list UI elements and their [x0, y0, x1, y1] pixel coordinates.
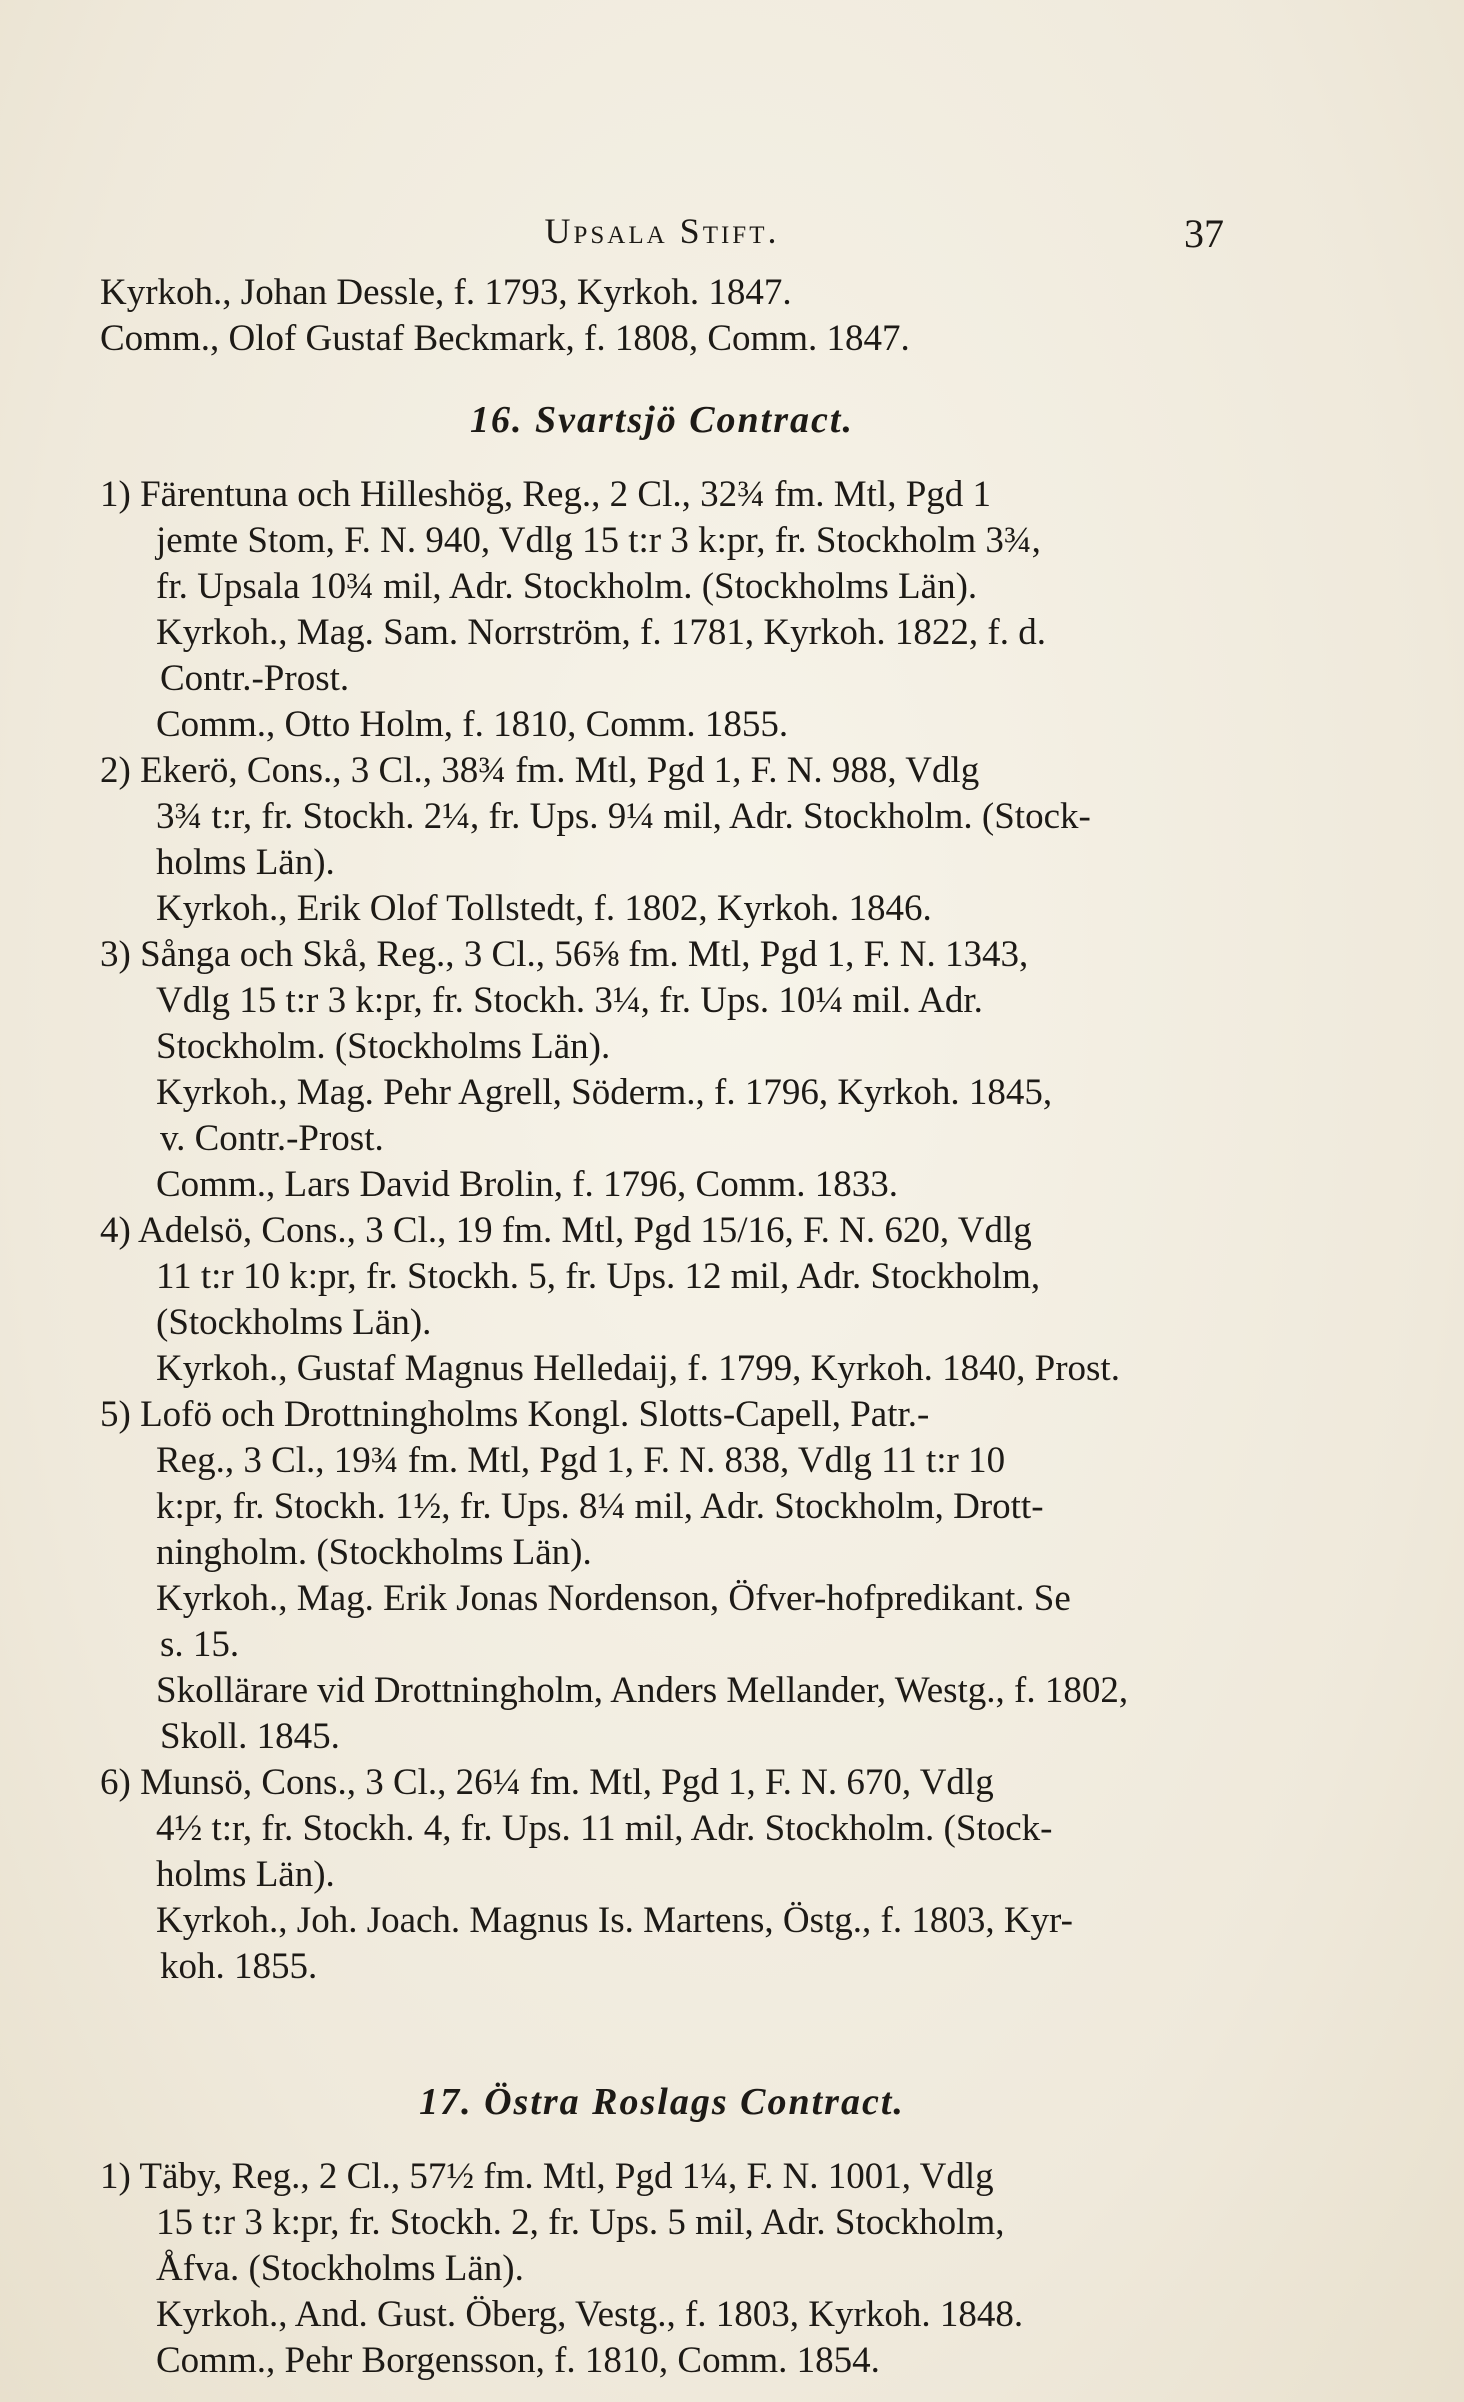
person-line: Skollärare vid Drottningholm, Anders Mellander, Westg., f. 1802,: [156, 1670, 1129, 1711]
person-line: Kyrkoh., Joh. Joach. Magnus Is. Martens, Östg., f. 1803, Kyr-: [156, 1900, 1073, 1941]
person-line: Kyrkoh., Mag. Pehr Agrell, Söderm., f. 1796, Kyrkoh. 1845,: [156, 1072, 1053, 1113]
person-line: s. 15.: [160, 1624, 240, 1665]
parish-entry: [100, 1760, 1224, 1990]
parish-entry: [100, 1392, 1224, 1760]
text-line: Kyrkoh., Johan Dessle, f. 1793, Kyrkoh. 1847.: [100, 272, 792, 313]
person-line: koh. 1855.: [160, 1946, 318, 1987]
entry-line: holms Län).: [156, 1854, 335, 1895]
entry-line: 5) Lofö och Drottningholms Kongl. Slotts-Capell, Patr.-: [100, 1394, 930, 1435]
person-line: v. Contr.-Prost.: [160, 1118, 384, 1159]
entry-line: ningholm. (Stockholms Län).: [156, 1532, 592, 1573]
entry-line: 2) Ekerö, Cons., 3 Cl., 38¾ fm. Mtl, Pgd 1, F. N. 988, Vdlg: [100, 750, 980, 791]
page-number: 37: [1184, 211, 1224, 256]
person-line: Kyrkoh., Mag. Erik Jonas Nordenson, Öfver-hofpredikant. Se: [156, 1578, 1071, 1619]
person-line: Kyrkoh., And. Gust. Öberg, Vestg., f. 1803, Kyrkoh. 1848.: [156, 2294, 1024, 2335]
page-header: [100, 210, 1224, 270]
entry-line: k:pr, fr. Stockh. 1½, fr. Ups. 8¼ mil, Adr. Stockholm, Drott-: [156, 1486, 1044, 1527]
entry-line: 15 t:r 3 k:pr, fr. Stockh. 2, fr. Ups. 5 mil, Adr. Stockholm,: [156, 2202, 1005, 2243]
person-line: Kyrkoh., Mag. Sam. Norrström, f. 1781, Kyrkoh. 1822, f. d.: [156, 612, 1046, 653]
entry-line: fr. Upsala 10¾ mil, Adr. Stockholm. (Stockholms Län).: [156, 566, 978, 607]
person-line: Comm., Lars David Brolin, f. 1796, Comm. 1833.: [156, 1164, 899, 1205]
person-line: Contr.-Prost.: [160, 658, 350, 699]
section-title: 16. Svartsjö Contract.: [470, 399, 854, 441]
entry-line: holms Län).: [156, 842, 335, 883]
entry-line: 1) Täby, Reg., 2 Cl., 57½ fm. Mtl, Pgd 1¼, F. N. 1001, Vdlg: [100, 2156, 994, 2197]
entry-line: 11 t:r 10 k:pr, fr. Stockh. 5, fr. Ups. 12 mil, Adr. Stockholm,: [156, 1256, 1041, 1297]
entry-line: 6) Munsö, Cons., 3 Cl., 26¼ fm. Mtl, Pgd 1, F. N. 670, Vdlg: [100, 1762, 994, 1803]
entry-line: Reg., 3 Cl., 19¾ fm. Mtl, Pgd 1, F. N. 838, Vdlg 11 t:r 10: [156, 1440, 1006, 1481]
parish-entry: [100, 472, 1224, 748]
parish-entry: [100, 2154, 1224, 2384]
text-line: Comm., Olof Gustaf Beckmark, f. 1808, Comm. 1847.: [100, 318, 910, 359]
entry-line: 4½ t:r, fr. Stockh. 4, fr. Ups. 11 mil, Adr. Stockholm. (Stock-: [156, 1808, 1053, 1849]
person-line: Comm., Pehr Borgensson, f. 1810, Comm. 1854.: [156, 2340, 880, 2381]
entry-line: Vdlg 15 t:r 3 k:pr, fr. Stockh. 3¼, fr. Ups. 10¼ mil. Adr.: [156, 980, 983, 1021]
parish-entry: [100, 748, 1224, 932]
entry-line: Stockholm. (Stockholms Län).: [156, 1026, 611, 1067]
person-line: Kyrkoh., Gustaf Magnus Helledaij, f. 1799, Kyrkoh. 1840, Prost.: [156, 1348, 1120, 1389]
section-title: 17. Östra Roslags Contract.: [419, 2081, 905, 2123]
parish-entry: [100, 932, 1224, 1208]
parish-entry: [100, 1208, 1224, 1392]
entry-line: 3) Sånga och Skå, Reg., 3 Cl., 56⅝ fm. Mtl, Pgd 1, F. N. 1343,: [100, 934, 1029, 975]
entry-line: 4) Adelsö, Cons., 3 Cl., 19 fm. Mtl, Pgd 15/16, F. N. 620, Vdlg: [100, 1210, 1032, 1251]
entry-line: 1) Färentuna och Hilleshög, Reg., 2 Cl., 32¾ fm. Mtl, Pgd 1: [100, 474, 992, 515]
running-title: Upsala Stift.: [544, 211, 780, 251]
person-line: Kyrkoh., Erik Olof Tollstedt, f. 1802, Kyrkoh. 1846.: [156, 888, 932, 929]
entry-line: jemte Stom, F. N. 940, Vdlg 15 t:r 3 k:pr, fr. Stockholm 3¾,: [156, 520, 1041, 561]
person-line: Skoll. 1845.: [160, 1716, 340, 1757]
entry-line: Åfva. (Stockholms Län).: [156, 2248, 524, 2289]
entry-line: 3¾ t:r, fr. Stockh. 2¼, fr. Ups. 9¼ mil, Adr. Stockholm. (Stock-: [156, 796, 1091, 837]
entry-line: (Stockholms Län).: [156, 1302, 432, 1343]
person-line: Comm., Otto Holm, f. 1810, Comm. 1855.: [156, 704, 789, 745]
